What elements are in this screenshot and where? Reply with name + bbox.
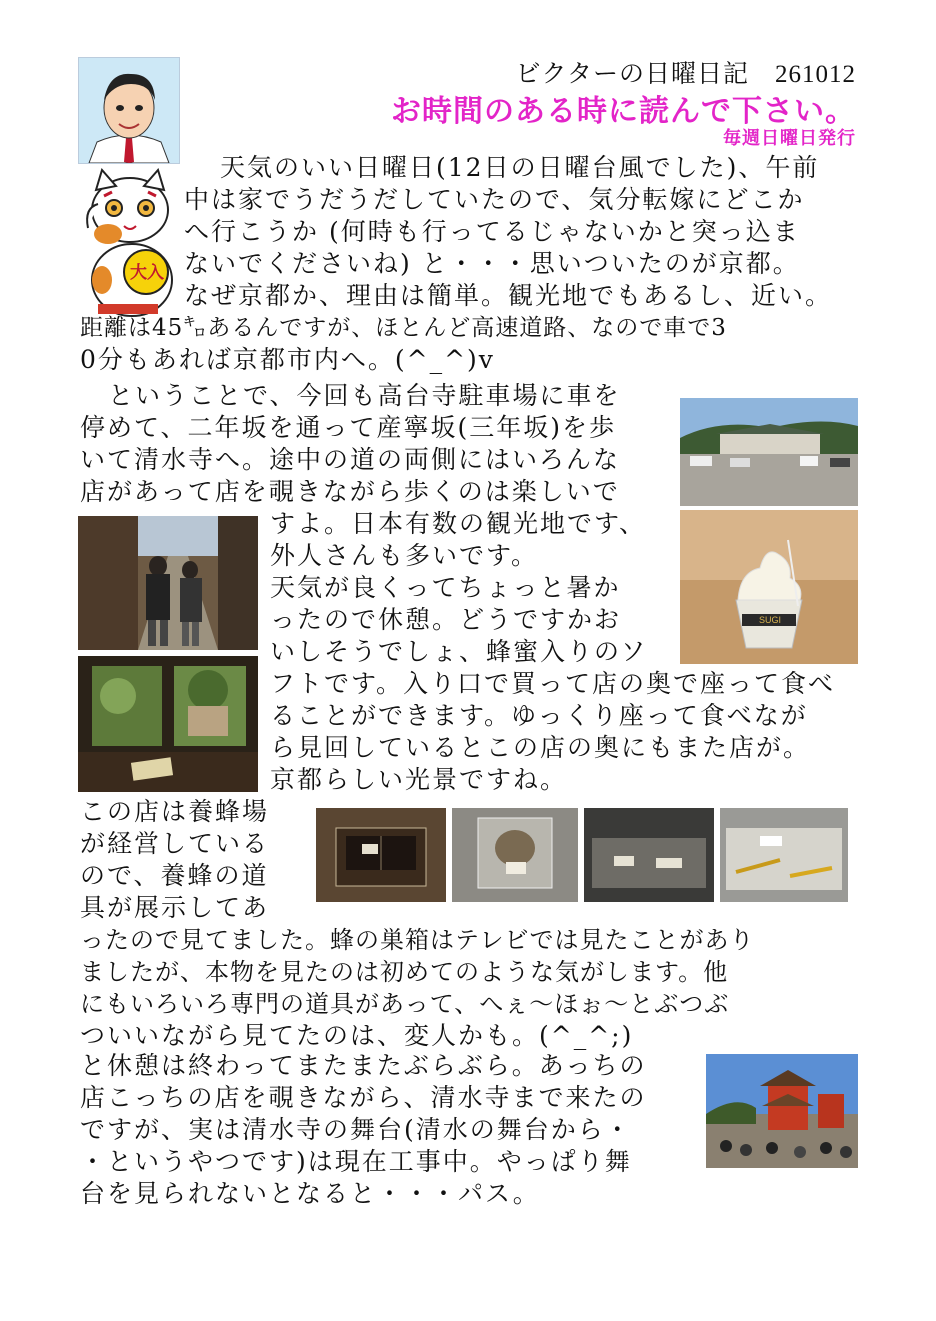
exhibit-glass-photo xyxy=(452,808,578,902)
text-line: 停めて、二年坂を通って産寧坂(三年坂)を歩 xyxy=(80,413,617,442)
text-line: 天気のいい日曜日(12日の日曜台風でした)、午前 xyxy=(220,153,820,182)
text-line: 具が展示してあ xyxy=(80,893,270,922)
text-line: 店こっちの店を覗きながら、清水寺まで来たの xyxy=(80,1083,647,1112)
text-line: ないでくださいね) と・・・思いついたのが京都。 xyxy=(184,249,800,278)
text-line: すよ。日本有数の観光地です、 xyxy=(270,509,647,538)
text-line: ったので見てました。蜂の巣箱はテレビでは見たことがあり xyxy=(80,926,755,954)
paragraph-kiyomizu xyxy=(80,1050,720,1220)
text-line: 中は家でうだうだしていたので、気分転嫁にどこか xyxy=(184,185,805,214)
text-line: いて清水寺へ。途中の道の両側にはいろんな xyxy=(80,445,621,474)
diary-subtitle: お時間のある時に読んで下さい。 xyxy=(391,95,856,128)
coin-text: 大入 xyxy=(130,263,164,283)
parking-lot-photo xyxy=(680,398,858,506)
soft-serve-photo xyxy=(680,510,858,664)
issue-note: 毎週日曜日発行 xyxy=(723,128,856,148)
text-line: ることができます。ゆっくり座って食べなが xyxy=(270,701,808,730)
text-line: ので、養蜂の道 xyxy=(80,861,269,890)
garden-window-photo xyxy=(78,656,258,792)
brand-label: SUGI xyxy=(758,615,781,625)
text-line: 天気が良くってちょっと暑か xyxy=(270,573,621,602)
author-portrait xyxy=(78,57,180,164)
paragraph-intro xyxy=(80,152,860,382)
text-line: 0分もあれば京都市内へ。(^_^)v xyxy=(80,345,495,374)
beehive-box-photo xyxy=(316,808,446,902)
caricature-illustration xyxy=(79,58,179,163)
text-line: ら見回しているとこの店の奥にもまた店が。 xyxy=(270,733,811,762)
text-line: ですが、実は清水寺の舞台(清水の舞台から・ xyxy=(80,1115,632,1144)
text-line: なぜ京都か、理由は簡単。観光地でもあるし、近い。 xyxy=(184,281,833,310)
text-line: 京都らしい光景ですね。 xyxy=(270,765,568,794)
kiyomizu-gate-photo xyxy=(706,1054,858,1168)
text-line: フトです。入り口で買って店の奥で座って食べ xyxy=(270,669,836,698)
text-line: ついいながら見てたのは、変人かも。(^_^;) xyxy=(80,1021,634,1050)
text-line: と休憩は終わってまたまたぶらぶら。あっちの xyxy=(80,1051,647,1080)
text-line: 距離は45㌔あるんですが、ほとんど高速道路、なので車で3 xyxy=(80,315,727,341)
text-line: ・というやつです)は現在工事中。やっぱり舞 xyxy=(80,1147,632,1176)
text-line: へ行こうか (何時も行ってるじゃないかと突っ込ま xyxy=(184,217,800,246)
text-line: 店があって店を覗きながら歩くのは楽しいで xyxy=(80,477,620,506)
text-line: ったので休憩。どうですかお xyxy=(270,605,622,634)
text-line: ということで、今回も高台寺駐車場に車を xyxy=(108,381,621,410)
diary-title: ビクターの日曜日記 261012 xyxy=(515,61,856,88)
text-line: にもいろいろ専門の道具があって、へぇ～ほぉ～とぶつぶ xyxy=(80,990,730,1018)
street-photo xyxy=(78,516,258,650)
text-line: 台を見られないとなると・・・パス。 xyxy=(80,1179,540,1208)
text-line: が経営している xyxy=(80,829,270,858)
text-line: この店は養蜂場 xyxy=(80,797,270,826)
exhibit-case-photo xyxy=(584,808,714,902)
text-line: 外人さんも多いです。 xyxy=(270,541,539,570)
text-line: いしそうでしょ、蜂蜜入りのソ xyxy=(270,637,648,666)
text-line: ましたが、本物を見たのは初めてのような気がします。他 xyxy=(80,958,729,986)
exhibit-tools-photo xyxy=(720,808,848,902)
